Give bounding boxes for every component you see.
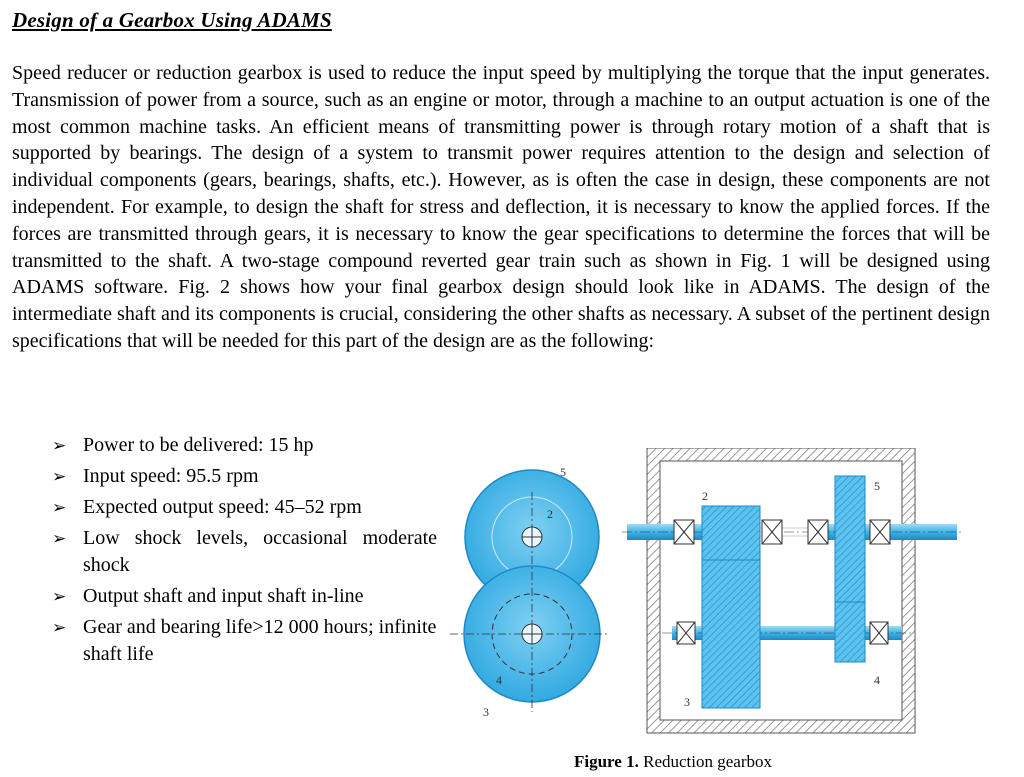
list-item: [52, 432, 437, 459]
list-item-text: Power to be delivered: 15 hp: [83, 434, 314, 456]
arrow-bullet-icon: ➢: [52, 498, 67, 517]
figure-caption-text: Reduction gearbox: [638, 752, 772, 771]
spec-list: [52, 432, 437, 672]
arrow-bullet-icon: ➢: [52, 529, 67, 548]
gear-label: 5: [560, 465, 566, 479]
list-item: [52, 463, 437, 490]
gear-label: 5: [874, 479, 880, 493]
gear-label: 4: [496, 673, 502, 687]
list-item-text: Input speed: 95.5 rpm: [83, 465, 259, 487]
arrow-bullet-icon: ➢: [52, 467, 67, 486]
intro-paragraph: Speed reducer or reduction gearbox is used to reduce the input speed by multiplying the torque that the input generates. Transmission of power from a source, such as an engine or motor, through a machine to an output actuation is one of the most common machine tasks. An efficient means of transmitting power is through rotary motion of a shaft that is supported by bearings. The design of a system to transmit power requires attention to the design and selection of individual components (gears, bearings, shafts, etc.). However, as is often the case in design, these components are not independent. For example, to design the shaft for stress and deflection, it is necessary to know the applied forces. If the forces are transmitted through gears, it is necessary to know the gear specifications to determine the forces that will be transmitted to the shaft. A two-stage compound reverted gear train such as shown in Fig. 1 will be designed using ADAMS software. Fig. 2 shows how your final gearbox design should look like in ADAMS. The design of the intermediate shaft and its components is crucial, considering the other shafts as necessary. A subset of the pertinent design specifications that will be needed for this part of the design are as the following:: [12, 62, 990, 352]
figure-caption-label: Figure 1.: [574, 752, 639, 771]
gear-4: [835, 602, 865, 662]
list-item-text: Low shock levels, occasional moderate shock: [83, 527, 437, 576]
gear-label: 3: [684, 695, 690, 709]
list-item: [52, 614, 437, 668]
list-item-text: Gear and bearing life>12 000 hours; infinite shaft life: [83, 616, 437, 665]
list-item-text: Expected output speed: 45–52 rpm: [83, 496, 362, 518]
arrow-bullet-icon: ➢: [52, 587, 67, 606]
gear-2: [702, 506, 760, 560]
gear-label: 4: [874, 673, 880, 687]
gearbox-section-diagram: [622, 448, 962, 738]
document-title: Design of a Gearbox Using ADAMS: [12, 8, 332, 32]
list-item: [52, 583, 437, 610]
arrow-bullet-icon: ➢: [52, 618, 67, 637]
list-item: [52, 525, 437, 579]
gear-label: 2: [702, 489, 708, 503]
gear-label: 2: [547, 507, 553, 521]
gear-mesh-diagram: [450, 462, 610, 722]
list-item: [52, 494, 437, 521]
arrow-bullet-icon: ➢: [52, 436, 67, 455]
figure-caption: [574, 752, 772, 772]
list-item-text: Output shaft and input shaft in-line: [83, 585, 364, 607]
gear-label: 3: [483, 705, 489, 719]
gear-3: [702, 560, 760, 708]
gear-5: [835, 476, 865, 602]
